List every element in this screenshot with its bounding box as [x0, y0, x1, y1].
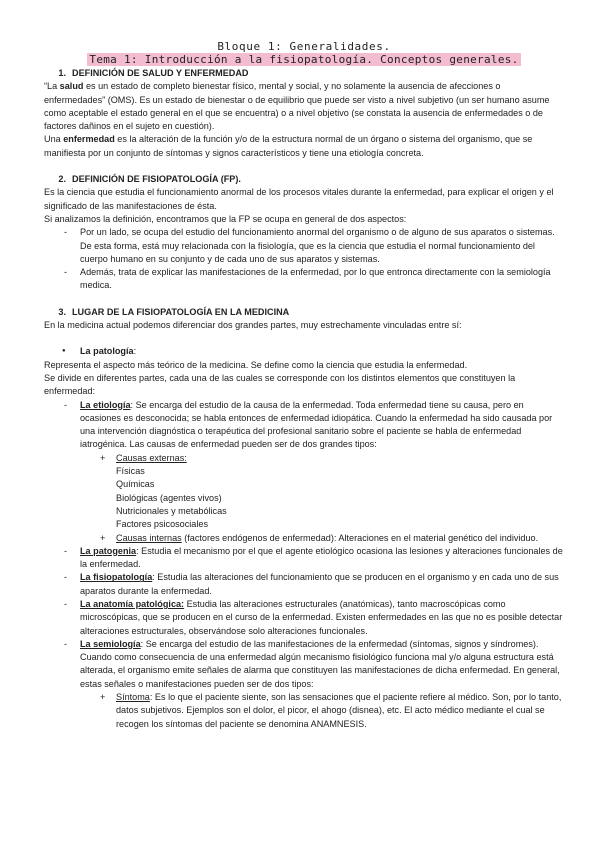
manifestaciones-list	[80, 691, 564, 731]
list-item: Factores psicosociales	[116, 519, 208, 530]
list-item-sintoma	[116, 691, 564, 731]
patologia-colon: :	[133, 346, 137, 357]
enfermedad-definition	[44, 133, 564, 160]
causas-internas-text: (factores endógenos de enfermedad): Alteraciones en el material genético del individuo.	[181, 532, 539, 543]
fp-aspects-list	[44, 226, 564, 292]
semiologia-text: : Se encarga del estudio de las manifestaciones de la enfermedad (síntomas, signos y síndromes). Cuando como consecuencia de una enfermedad algún mecanismo fisiológico funciona mal y/o alguna estructura está alterada, el organismo emite señales de alarma que constituyen las manifestaciones de dicha enfermedad. En general, estas señales o manifestaciones pueden ser de dos tipos:	[80, 638, 560, 689]
section-2-number: 2.	[58, 174, 66, 185]
document-page	[44, 40, 564, 731]
sintoma-text: : Es lo que el paciente siente, son las sensaciones que el paciente refiere al médico. Son, por lo tanto, datos subjetivos. Ejemplos son el dolor, el picor, el ahogo (disnea), etc. El acto médico mediante el cual se recogen los síntomas del paciente se denomina ANAMNESIS.	[116, 692, 562, 729]
patologia-heading: La patología	[80, 346, 134, 357]
causas-internas-label: Causas internas	[116, 532, 182, 543]
list-item: - Además, trata de explicar las manifestaciones de la enfermedad, por lo que entronca directamente con la semiología medica.	[80, 266, 564, 293]
patogenia-label: La patogenia	[80, 545, 137, 556]
section-3-title: LUGAR DE LA FISIOPATOLOGÍA EN LA MEDICINA	[72, 306, 290, 317]
section-3-heading	[44, 306, 564, 319]
list-item-patogenia	[80, 545, 564, 572]
medicina-intro: En la medicina actual podemos diferenciar dos grandes partes, muy estrechamente vinculadas entre sí:	[44, 320, 462, 331]
causas-list	[80, 452, 564, 545]
etiologia-text: : Se encarga del estudio de la causa de la enfermedad. Toda enfermedad tiene su causa, pero en ocasiones es desconocida; se habla entonces de enfermedad idiopática. Cuando la enfermedad ha sido causada por una intervención diagnóstica o terapéutica del profesional sanitario sobre el paciente se habla de enfermedad iatrogénica. Las causas de enfermedad pueden ser de dos grandes tipos:	[80, 399, 553, 450]
causas-externas-label: Causas externas:	[116, 452, 187, 463]
semiologia-label: La semiología	[80, 638, 141, 649]
section-3-number: 3.	[58, 306, 66, 317]
patologia-divisions: Se divide en diferentes partes, cada una de las cuales se corresponde con los distintos elementos que constituyen la enfermedad:	[44, 372, 516, 397]
list-item: - Por un lado, se ocupa del estudio del funcionamiento anormal del organismo o de alguno de sus aparatos o sistemas. De esta forma, está muy relacionada con la fisiología, que es la ciencia que estudia el normal funcionamiento del cuerpo humano en su conjunto y de cada uno de sus aparatos y sistemas.	[80, 226, 564, 266]
list-item: Físicas	[116, 466, 145, 477]
list-item-anatomia	[80, 598, 564, 638]
list-item-causas-internas	[116, 532, 564, 545]
patologia-description: Representa el aspecto más teórico de la medicina. Se define como la ciencia que estudia la enfermedad.	[44, 359, 468, 370]
list-item: Biológicas (agentes vivos)	[116, 492, 222, 503]
anatomia-text: Estudia las alteraciones estructurales (anatómicas), tanto macroscópicas como microscópicas, que se producen en el curso de la enfermedad. Existen enfermedades en las que no es posible detectar alteraciones estructurales, observándose solo alteraciones funcionales.	[80, 598, 563, 636]
section-2-title: DEFINICIÓN DE FISIOPATOLOGÍA (FP).	[72, 174, 241, 185]
list-item-etiologia	[80, 399, 564, 545]
patogenia-text: : Estudia el mecanismo por el que el agente etiológico ocasiona las lesiones y alteraciones funcionales de la enfermedad.	[80, 545, 563, 570]
list-item-semiologia	[80, 638, 564, 731]
list-item-causas-externas	[116, 452, 564, 532]
section-1-title: DEFINICIÓN DE SALUD Y ENFERMEDAD	[72, 68, 249, 78]
causas-externas-sublist	[116, 465, 564, 531]
patologia-parts-list	[44, 399, 564, 731]
patologia-bullet-list	[44, 345, 564, 358]
section-2-heading	[44, 173, 564, 186]
topic-highlight: Tema 1: Introducción a la fisiopatología. Conceptos generales.	[89, 53, 519, 66]
list-item: Químicas	[116, 479, 155, 490]
salud-text-b: es un estado de completo bienestar físico, mental y social, y no solamente la ausencia de afecciones o enfermedades” (OMS). Es un estado de bienestar o de equilibrio que puede ser visto a nivel subjetivo (un ser humano asume como aceptable el estado general en el que se encuentra) o a nivel objetivo (se constata la ausencia de enfermedades o de factores dañinos en el sujeto en cuestión).	[44, 81, 550, 132]
fisiopatologia-label: La fisiopatología	[80, 572, 153, 583]
topic-title	[44, 53, 564, 67]
list-item	[80, 345, 564, 358]
salud-term: salud	[59, 81, 84, 92]
list-item: Nutricionales y metabólicas	[116, 505, 227, 516]
enfermedad-text-a: Una	[44, 134, 64, 145]
enfermedad-text-b: es la alteración de la función y/o de la estructura normal de un órgano o sistema del organismo, que se manifiesta por un conjunto de síntomas y signos característicos y tiene una etiología concreta.	[44, 134, 533, 158]
enfermedad-term: enfermedad	[63, 134, 115, 145]
block-title: Bloque 1: Generalidades.	[217, 40, 391, 53]
salud-text-a: “La	[44, 81, 60, 92]
section-1-number: 1.	[58, 68, 66, 78]
fp-definition: Es la ciencia que estudia el funcionamiento anormal de los procesos vitales durante la enfermedad, para explicar el origen y el significado de las manifestaciones de ésta.	[44, 187, 554, 211]
sintoma-label: Síntoma	[116, 692, 150, 703]
salud-definition	[44, 80, 564, 133]
section-1-heading	[44, 67, 564, 80]
anatomia-label: La anatomía patológica:	[80, 598, 185, 609]
fisiopatologia-text: : Estudia las alteraciones del funcionamiento que se producen en el organismo y en cada uno de sus aparatos durante la enfermedad.	[80, 572, 559, 596]
etiologia-label: La etiología	[80, 399, 131, 410]
list-item-fisiopatologia	[80, 571, 564, 598]
fp-aspects-intro: Si analizamos la definición, encontramos que la FP se ocupa en general de dos aspectos:	[44, 213, 407, 224]
